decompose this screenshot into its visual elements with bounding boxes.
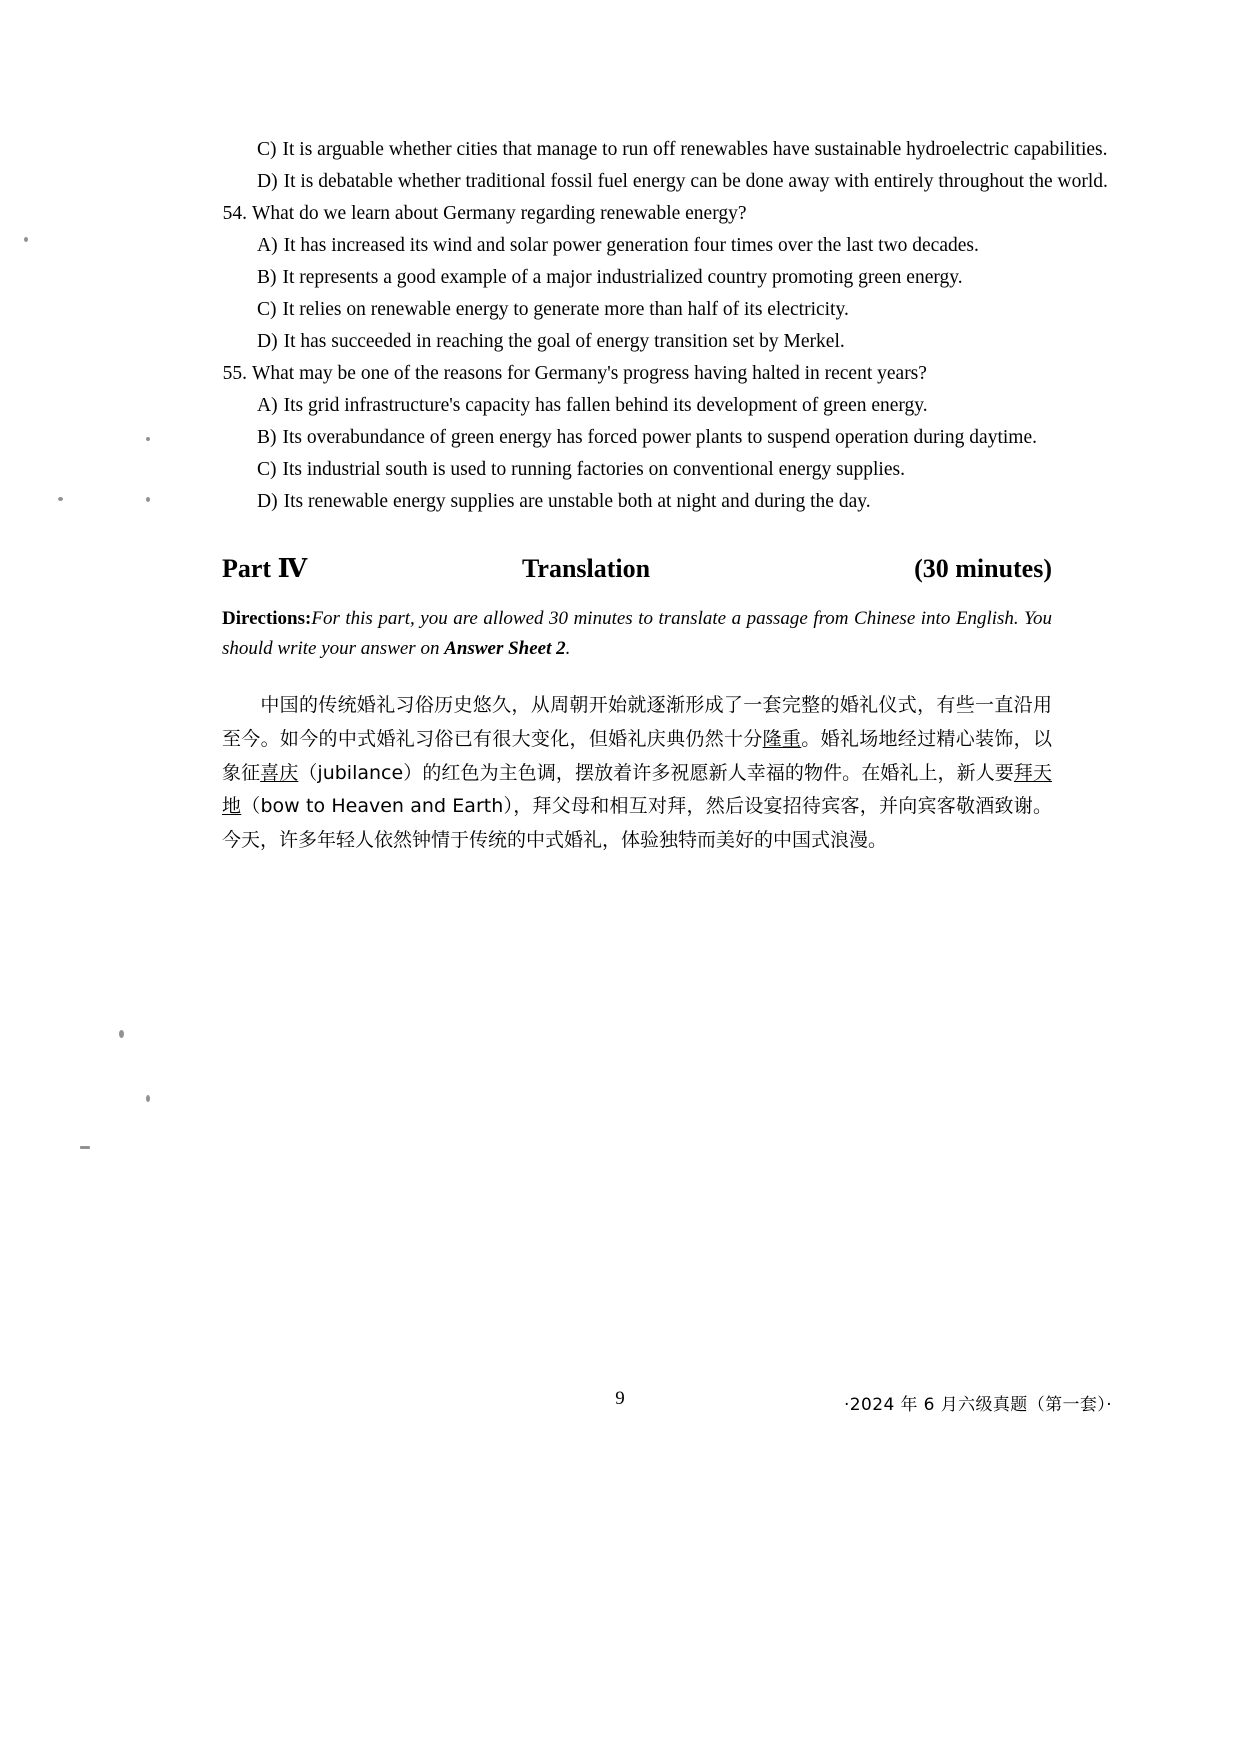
- option-letter: A): [257, 235, 278, 256]
- option-row-54-d[interactable]: [257, 332, 1052, 352]
- scan-speckle: [58, 497, 63, 501]
- question-text: What do we learn about Germany regarding renewable energy?: [252, 203, 747, 224]
- question-number: 55.: [222, 363, 247, 384]
- directions-paragraph: [222, 604, 1052, 666]
- option-row-55-a[interactable]: [257, 396, 1052, 416]
- option-text: Its grid infrastructure's capacity has fallen behind its development of green energy.: [283, 395, 928, 416]
- directions-body: For this part, you are allowed 30 minutes to translate a passage from Chinese into English. You should write your answer on: [222, 607, 1052, 660]
- directions-label: Directions:: [222, 607, 312, 629]
- option-row-54-b[interactable]: [257, 268, 1052, 288]
- directions-end: .: [565, 638, 571, 660]
- option-row-55-c[interactable]: [257, 460, 1052, 480]
- scan-speckle: [146, 497, 150, 502]
- option-text: It represents a good example of a major industrialized country promoting green energy.: [282, 267, 963, 288]
- exam-footer-note: ·2024 年 6 月六级真题（第一套）·: [844, 1395, 1112, 1415]
- passage-segment: （jubilance）的红色为主色调，摆放着许多祝愿新人幸福的物件。在婚礼上，新人要: [298, 761, 1014, 784]
- option-letter: B): [257, 427, 277, 448]
- part-title: Translation: [522, 553, 651, 583]
- passage-segment-underlined: 喜庆: [260, 761, 299, 784]
- option-row-54-a[interactable]: [257, 236, 1052, 256]
- scan-speckle: [24, 237, 28, 242]
- passage-segment: （bow to Heaven and Earth），拜父母和相互对拜，然后设宴招待宾客，并向宾客敬酒致谢。今天，许多年轻人依然钟情于传统的中式婚礼，体验独特而美好的中国式浪漫。: [222, 795, 1052, 852]
- scan-speckle: [119, 1030, 124, 1038]
- option-letter: C): [257, 299, 277, 320]
- option-row-54-c[interactable]: [257, 300, 1052, 320]
- page-footer: [0, 1388, 1240, 1414]
- option-text: It is debatable whether traditional fossil fuel energy can be done away with entirely throughout the world.: [283, 171, 1108, 192]
- option-row[interactable]: [257, 139, 1108, 160]
- option-letter: B): [257, 267, 277, 288]
- question-stem-55: [222, 364, 1052, 384]
- passage-segment: 。婚礼场地经过精心装饰，以象征: [222, 727, 1052, 784]
- option-text: Its industrial south is used to running factories on conventional energy supplies.: [282, 459, 905, 480]
- answer-sheet-reference: Answer Sheet 2: [444, 638, 566, 660]
- option-letter: D): [257, 331, 278, 352]
- passage-segment: 中国的传统婚礼习俗历史悠久，从周朝开始就逐渐形成了一套完整的婚礼仪式，有些一直沿用至今。如今的中式婚礼习俗已有很大变化，但婚礼庆典仍然十分: [222, 694, 1052, 750]
- option-row[interactable]: [257, 171, 1108, 192]
- option-row-55-b[interactable]: [257, 428, 1052, 448]
- passage-segment-underlined: 拜天地: [222, 761, 1052, 818]
- scan-speckle: [146, 1095, 150, 1102]
- option-text: It has succeeded in reaching the goal of energy transition set by Merkel.: [283, 331, 845, 352]
- option-text: Its renewable energy supplies are unstable both at night and during the day.: [283, 491, 871, 512]
- reading-questions-block: [222, 139, 1108, 512]
- question-number: 54.: [222, 203, 247, 224]
- option-letter: C): [257, 139, 277, 160]
- scan-speckle: [80, 1146, 90, 1149]
- part-time-allowance: (30 minutes): [914, 553, 1052, 583]
- option-text: It is arguable whether cities that manage to run off renewables have sustainable hydroelectric capabilities.: [282, 139, 1108, 160]
- option-letter: D): [257, 491, 278, 512]
- page-content: [222, 139, 1108, 858]
- option-text: It relies on renewable energy to generate more than half of its electricity.: [282, 299, 849, 320]
- option-letter: C): [257, 459, 277, 480]
- option-text: It has increased its wind and solar power generation four times over the last two decades.: [283, 235, 979, 256]
- option-row-55-d[interactable]: [257, 492, 1052, 512]
- passage-segment-underlined: 隆重: [762, 727, 802, 750]
- part-header: [222, 554, 1052, 584]
- question-text: What may be one of the reasons for Germany's progress having halted in recent years?: [252, 363, 927, 384]
- scan-speckle: [146, 437, 150, 441]
- page-number: 9: [615, 1388, 625, 1409]
- option-text: Its overabundance of green energy has forced power plants to suspend operation during daytime.: [282, 427, 1037, 448]
- option-letter: A): [257, 395, 278, 416]
- chinese-passage: [222, 689, 1052, 858]
- part-label: Part Ⅳ: [222, 553, 308, 583]
- question-stem-54: [222, 204, 1052, 224]
- option-letter: D): [257, 171, 278, 192]
